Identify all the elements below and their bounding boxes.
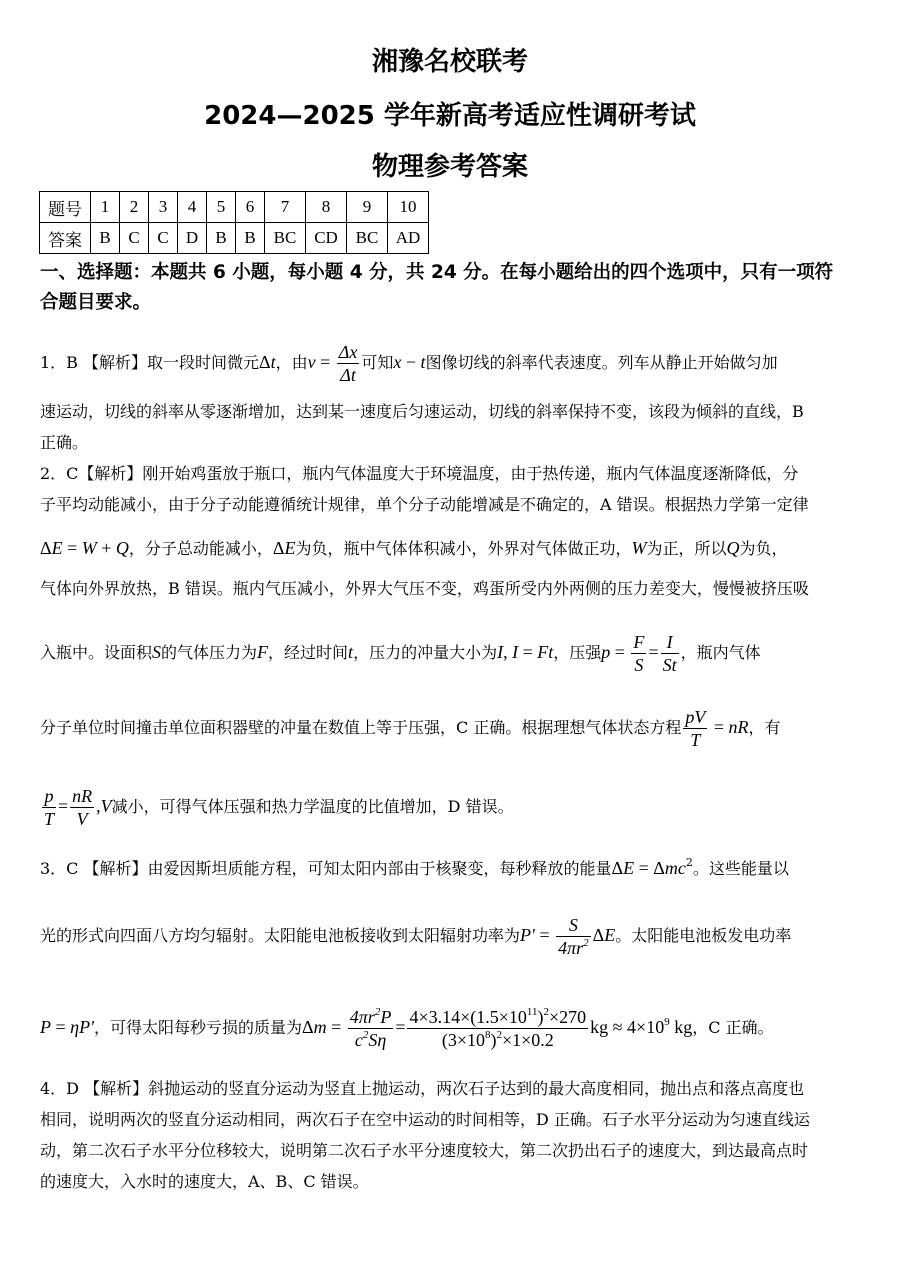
table-cell: CD bbox=[306, 223, 347, 254]
q1-line3: 正确。 bbox=[40, 433, 89, 452]
table-cell: 4 bbox=[178, 192, 207, 223]
q1-text: 1．B 【解析】取一段时间微元 bbox=[40, 353, 260, 372]
q2-fraction: $\frac{nR}{V}$ bbox=[72, 786, 93, 829]
q4-line4: 的速度大，入水时的速度大，A、B、C 错误。 bbox=[40, 1172, 369, 1191]
header-title-line1: 湘豫名校联考 bbox=[371, 47, 528, 77]
q3-text: 。太阳能电池板发电功率 bbox=[615, 926, 792, 945]
q3-line2: 光的形式向四面八方均匀辐射。太阳能电池板接收到太阳辐射功率为P′ = $\frac{S}{4\pi r^2}$ ΔE。太阳能电池板发电功率 bbox=[40, 915, 792, 958]
table-cell: 3 bbox=[149, 192, 178, 223]
q1-line2: 速运动，切线的斜率从零逐渐增加，达到某一速度后匀速运动，切线的斜率保持不变，该段为倾斜的直线，B bbox=[40, 402, 804, 421]
table-cell: BC bbox=[347, 223, 388, 254]
table-cell: 7 bbox=[265, 192, 306, 223]
q3-text: 。这些能量以 bbox=[692, 859, 789, 878]
table-cell: 6 bbox=[236, 192, 265, 223]
q4-line1: 4．D 【解析】斜抛运动的竖直分运动为竖直上抛运动，两次石子达到的最大高度相同，抛出点和落点高度也 bbox=[40, 1079, 805, 1098]
q2-fraction: $\frac{I}{St}$ bbox=[662, 632, 677, 675]
q4-line3: 动，第二次石子水平分位移较大，说明第二次石子水平分速度较大，第二次扔出石子的速度大，到达最高点时 bbox=[40, 1141, 809, 1160]
table-cell: C bbox=[120, 223, 149, 254]
q2-text: ，压力的冲量大小为 bbox=[353, 643, 498, 662]
header-title-line2: 2024—2025 学年新高考适应性调研考试 bbox=[204, 101, 696, 131]
q2-text: 分子单位时间撞击单位面积器壁的冲量在数值上等于压强，C 正确。根据理想气体状态方程 bbox=[40, 718, 682, 737]
q2-fraction: $\frac{pV}{T}$ bbox=[685, 707, 706, 750]
answer-table-row-answers bbox=[40, 223, 429, 254]
q3-line3: P = ηP′，可得太阳每秒亏损的质量为Δm = $\frac{4\pi r^2P}{c^2S\eta}$ = $\frac{4\times 3.14\times(1.5\times 10^{11})^2\times 270}{(3\times 10^8)^2\times 1\times 0.2}$ kg ≈ $4\times 10^9$ kg，C 正确。 bbox=[40, 1006, 774, 1050]
q1-text: 可知 bbox=[361, 353, 394, 372]
q2-text: ，经过时间 bbox=[268, 643, 349, 662]
q4-line2: 相同，说明两次的竖直分运动相同，两次石子在空中运动的时间相等，D 正确。石子水平分运动为匀速直线运 bbox=[40, 1110, 810, 1129]
table-cell: 8 bbox=[306, 192, 347, 223]
table-cell: C bbox=[149, 223, 178, 254]
q2-line1: 2．C【解析】刚开始鸡蛋放于瓶口，瓶内气体温度大于环境温度，由于热传递，瓶内气体温度逐渐降低，分 bbox=[40, 464, 799, 483]
q2-text: 为负， bbox=[739, 539, 788, 558]
q2-text: ，瓶内气体 bbox=[680, 643, 761, 662]
table-cell: B bbox=[91, 223, 120, 254]
q2-text: 的气体压力为 bbox=[161, 643, 258, 662]
table-header-cell: 答案 bbox=[40, 223, 91, 254]
q1-text: 图像切线的斜率代表速度。列车从静止开始做匀加 bbox=[425, 353, 778, 372]
q2-text: ，分子总动能减小， bbox=[128, 539, 273, 558]
table-cell: 2 bbox=[120, 192, 149, 223]
q2-text: ，压强 bbox=[553, 643, 602, 662]
answer-table bbox=[39, 191, 429, 254]
q2-line7: $\frac{p}{T}$ = $\frac{nR}{V}$ ,V减小，可得气体压强和热力学温度的比值增加，D 错误。 bbox=[44, 786, 514, 829]
q1-text: ，由 bbox=[275, 353, 308, 372]
answer-table-row-numbers bbox=[40, 192, 429, 223]
q3-line1: 3．C 【解析】由爱因斯坦质能方程，可知太阳内部由于核聚变，每秒释放的能量ΔE = Δmc$^2$。这些能量以 bbox=[40, 856, 789, 878]
q2-text: 为负，瓶中气体体积减小，外界对气体做正功， bbox=[295, 539, 632, 558]
q1-line1: 1．B 【解析】取一段时间微元Δt，由v = $\frac{\Delta x}{\Delta t}$ 可知x − t图像切线的斜率代表速度。列车从静止开始做匀加 bbox=[40, 342, 778, 385]
q3-text: 3．C 【解析】由爱因斯坦质能方程，可知太阳内部由于核聚变，每秒释放的能量 bbox=[40, 859, 612, 878]
q3-text: ，C 正确。 bbox=[692, 1018, 774, 1037]
q2-text: ，有 bbox=[748, 718, 781, 737]
section-heading-line2: 合题目要求。 bbox=[40, 292, 152, 313]
q1-fraction: $\frac{\Delta x}{\Delta t}$ bbox=[338, 342, 358, 385]
table-cell: 10 bbox=[388, 192, 429, 223]
q2-line5: 入瓶中。设面积S的气体压力为F，经过时间t，压力的冲量大小为I, I = Ft，压强p = $\frac{F}{S}$ = $\frac{I}{St}$ ，瓶内气体 bbox=[40, 632, 761, 675]
header-title-line3: 物理参考答案 bbox=[371, 152, 528, 182]
table-header-cell: 题号 bbox=[40, 192, 91, 223]
table-cell: B bbox=[207, 223, 236, 254]
table-cell: D bbox=[178, 223, 207, 254]
q3-fraction: $\frac{4\pi r^2P}{c^2S\eta}$ bbox=[349, 1006, 392, 1050]
q2-line3: ΔE = W + Q，分子总动能减小，ΔE为负，瓶中气体体积减小，外界对气体做正功，W为正，所以Q为负， bbox=[40, 538, 788, 558]
table-cell: 1 bbox=[91, 192, 120, 223]
q2-line6: 分子单位时间撞击单位面积器壁的冲量在数值上等于压强，C 正确。根据理想气体状态方程 $\frac{pV}{T}$ = nR，有 bbox=[40, 707, 781, 750]
q3-text: 光的形式向四面八方均匀辐射。太阳能电池板接收到太阳辐射功率为 bbox=[40, 926, 521, 945]
table-cell: BC bbox=[265, 223, 306, 254]
q2-line4: 气体向外界放热，B 错误。瓶内气压减小，外界大气压不变，鸡蛋所受内外两侧的压力差变大，慢慢被挤压吸 bbox=[40, 579, 809, 598]
q3-fraction: $\frac{4\times 3.14\times(1.5\times 10^{11})^2\times 270}{(3\times 10^8)^2\times 1\times 0.2}$ bbox=[409, 1006, 587, 1050]
q2-fraction: $\frac{p}{T}$ bbox=[44, 786, 55, 829]
table-cell: 5 bbox=[207, 192, 236, 223]
q2-text: 减小，可得气体压强和热力学温度的比值增加，D 错误。 bbox=[111, 797, 514, 816]
q2-line2: 子平均动能减小，由于分子动能遵循统计规律，单个分子动能增减是不确定的，A 错误。根据热力学第一定律 bbox=[40, 495, 809, 514]
q2-text: 入瓶中。设面积 bbox=[40, 643, 153, 662]
q3-fraction: $\frac{S}{4\pi r^2}$ bbox=[558, 915, 589, 958]
q2-fraction: $\frac{F}{S}$ bbox=[633, 632, 645, 675]
table-cell: B bbox=[236, 223, 265, 254]
q2-text: 为正，所以 bbox=[646, 539, 727, 558]
section-heading-line1: 一、选择题：本题共 6 小题，每小题 4 分，共 24 分。在每小题给出的四个选项中，只有一项符 bbox=[40, 262, 834, 283]
q3-text: ，可得太阳每秒亏损的质量为 bbox=[94, 1018, 303, 1037]
table-cell: AD bbox=[388, 223, 429, 254]
table-cell: 9 bbox=[347, 192, 388, 223]
